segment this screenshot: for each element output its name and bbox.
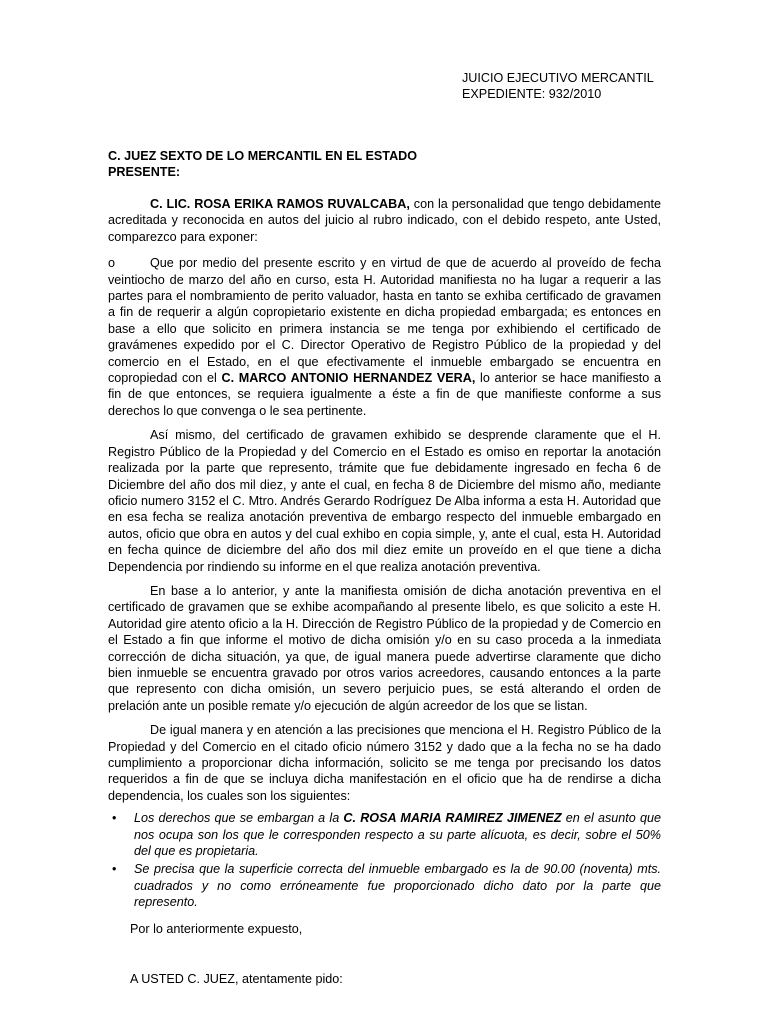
co-owner-name: C. MARCO ANTONIO HERNANDEZ VERA, <box>221 371 476 386</box>
list-item <box>112 861 661 910</box>
outline-bullet: o <box>108 256 116 271</box>
case-type: JUICIO EJECUTIVO MERCANTIL <box>462 71 654 85</box>
document-body <box>108 196 661 987</box>
bullet-icon: • <box>112 862 117 877</box>
petitioner-name: C. LIC. ROSA ERIKA RAMOS RUVALCABA, <box>150 197 410 211</box>
addressee <box>108 148 417 181</box>
intro-text: con la personalidad que tengo debidamente acreditada y reconocida en autos del juicio al rubro indicado, con el debido respeto, ante Usted, comparezco para exponer: <box>108 197 661 244</box>
list-item <box>112 810 661 859</box>
file-number: EXPEDIENTE: 932/2010 <box>462 87 602 102</box>
paragraph-1-text-a: Que por medio del presente escrito y en virtud de que de acuerdo al proveído de fecha veintiocho de marzo del año en curso, esta H. Autoridad manifiesta no ha lugar a requerir a las partes para el nombramiento de perito valuador, hasta en tanto se exhiba certificado de gravamen a fin de requerir a algún copropietario existente en dicha propiedad embargada; es entonces en base a ello que solicito en primera instancia se me tenga por exhibiendo el certificado de gravámenes expedido por el C. Director Operativo de Registro Público de la propiedad y del comercio en el Estado, en el que efectivamente el inmueble embargado se encuentra en copropiedad con el <box>108 256 661 386</box>
paragraph-1-text-b: lo anterior se hace manifiesto a fin de que entonces, se requiera igualmente a éste a fin de que manifieste conforme a sus derechos lo que convenga o le sea pertinente. <box>108 371 661 418</box>
list-item-2-text: Se precisa que la superficie correcta del inmueble embargado es la de 90.00 (noventa) mts. cuadrados y no como erróneamente fue proporcionado dicho dato por la parte que represento. <box>134 862 661 910</box>
paragraph-2: Así mismo, del certificado de gravamen exhibido se desprende claramente que el H. Registro Público de la Propiedad y del Comercio en el Estado es omiso en reportar la anotación realizada por la parte que represento, trámite que fue debidamente ingresado en fecha 6 de Diciembre del año dos mil diez, y ante el cual, en fecha 8 de Diciembre del mismo año, mediante oficio numero 3152 el C. Mtro. Andrés Gerardo Rodríguez De Alba informa a esta H. Autoridad que en esa fecha se realiza anotación preventiva de embargo respecto del inmueble embargado en autos, oficio que obra en autos y del cual exhibo en copia simple, y, ante el cual, esta H. Autoridad en fecha quince de diciembre del año dos mil diez emite un proveído en el que tiene a dicha Dependencia por rindiendo su informe en el que realiza anotación preventiva. <box>108 428 661 574</box>
case-header <box>462 70 722 103</box>
paragraph-1 <box>108 255 661 419</box>
paragraph-3: En base a lo anterior, y ante la manifiesta omisión de dicha anotación preventiva en el certificado de gravamen que se exhibe acompañando al presente libelo, es que solicito a este H. Autoridad gire atento oficio a la H. Dirección de Registro Público de la propiedad y de Comercio en el Estado a fin que informe el motivo de dicha omisión y/o en su caso proceda a la inmediata corrección de dicha situación, ya que, de igual manera puede advertirse claramente que dicho bien inmueble se encuentra gravado por otros varios acreedores, causando entonces a la parte que represento con dicha omisión, un severo perjuicio pues, se está alterando el orden de prelación ante un posible remate y/o ejecución de algún acreedor de los que se listan. <box>108 583 661 713</box>
request-line: A USTED C. JUEZ, atentamente pido: <box>130 972 343 987</box>
closing-line: Por lo anteriormente expuesto, <box>130 921 303 936</box>
intro-paragraph <box>108 196 661 245</box>
addressee-present: PRESENTE: <box>108 165 181 180</box>
bullet-icon: • <box>112 811 117 826</box>
owner-name: C. ROSA MARIA RAMIREZ JIMENEZ <box>343 811 562 826</box>
list-item-1-text-a: Los derechos que se embargan a la <box>134 811 344 826</box>
list-item-1-text-b: en el asunto que nos ocupa son los que le corresponden respecto a su parte alícuota, es decir, sobre el 50% del que es propietaria. <box>134 811 661 859</box>
requirements-list <box>108 810 661 910</box>
paragraph-4: De igual manera y en atención a las precisiones que menciona el H. Registro Público de la Propiedad y del Comercio en el citado oficio número 3152 y dado que a la fecha no se ha dado cumplimiento a proporcionar dicha información, solicito se me tenga por precisando los datos requeridos a fin de que se incluya dicha manifestación en el oficio que ha de rendirse a dicha dependencia, los cuales son los siguientes: <box>108 723 661 803</box>
addressee-judge: C. JUEZ SEXTO DE LO MERCANTIL EN EL ESTADO <box>108 149 418 163</box>
